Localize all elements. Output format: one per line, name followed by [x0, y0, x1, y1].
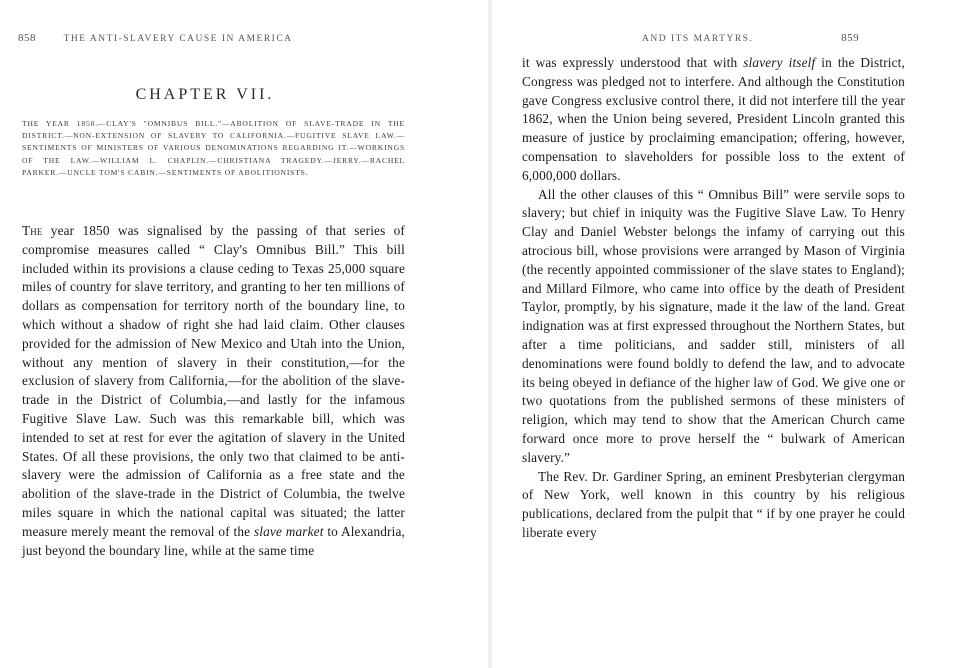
left-page-number: 858 [18, 32, 36, 44]
left-body-paragraph [22, 222, 405, 560]
para1-italic: slavery itself [743, 55, 816, 70]
para1-end: in the District, Congress was pledged not to interfere. And although the Constitution gave Congress exclusive control there, it did not interfere till the year 1862, when the Union being severed, President Lincoln granted this measure of justice by proclaiming emancipation; offering, however, compensation to slaveholders for possible loss to the extent of 6,000,000 dollars. [522, 55, 905, 183]
left-running-title: THE ANTI-SLAVERY CAUSE IN AMERICA [63, 34, 293, 44]
chapter-synopsis: THE YEAR 1850.—CLAY'S "OMNIBUS BILL."—ABOLITION OF SLAVE-TRADE IN THE DISTRICT.—NON-EXTENSION OF SLAVERY TO CALIFORNIA.—FUGITIVE SLAVE LAW.—SENTIMENTS OF MINISTERS OF VARIOUS DENOMINATIONS REGARDING IT.—WORKINGS OF THE LAW.—WILLIAM L. CHAPLIN.—CHRISTIANA TRAGEDY.—JERRY.—RACHEL PARKER.—UNCLE TOM'S CABIN.—SENTIMENTS OF ABOLITIONISTS. [22, 119, 405, 177]
right-paragraph-1 [522, 54, 905, 186]
right-paragraph-2: All the other clauses of this “ Omnibus Bill” were servile sops to slavery; but chief in iniquity was the Fugitive Slave Law. To Henry Clay and Daniel Webster belongs the infamy of carrying out this atrocious bill, whose provisions were arranged by Mason of Virginia (the recently appointed commissioner of the slave states to England); and Millard Filmore, who came into office by the death of President Taylor, promptly, by his signature, made it the law of the land. Great indignation was at first expressed throughout the Northern States, but after a time politicians, and sadder still, ministers of all denominations were found boldly to defend the law, and to advocate its being obeyed in defiance of the higher law of God. We give one or two quotations from the published sermons of these ministers of religion, which may tend to show that the American Church came forward once more to prove herself the “ bulwark of American slavery.” [522, 186, 905, 465]
right-page-number: 859 [841, 32, 860, 44]
right-running-title: AND ITS MARTYRS. [642, 34, 754, 44]
left-body-text: year 1850 was signalised by the passing of that series of compromise measures called “ Clay's Omnibus Bill.” This bill included within its provisions a clause ceding to Texas 25,000 square miles of country for slave territory, and granting to her ten millions of dollars as compensation for territory north of the boundary line, to which without a shadow of right she had laid claim. Other clauses provided for the admission of New Mexico and Utah into the Union, without any mention of slavery in their constitution,—for the exclusion of slavery from California,—for the abolition of the slave-trade in the District of Columbia,—and lastly for the infamous Fugitive Slave Law. Such was this remarkable bill, which was intended to set at rest for ever the agitation of slavery in the United States. Of all these provisions, the only two that claimed to be anti-slavery were the admission of California as a free state and the abolition of the slave-trade in the District of Columbia, the twelve miles square in which the national capital was situated; the latter measure merely meant the removal of the [22, 223, 405, 539]
left-body [22, 222, 405, 560]
right-running-head [642, 32, 859, 44]
left-body-end: to Alexandria, just beyond the boundary line, while at the same time [22, 523, 406, 558]
left-running-head [18, 32, 293, 44]
para1-start: it was expressly understood that with [522, 55, 744, 70]
right-paragraph-3: The Rev. Dr. Gardiner Spring, an eminent Presbyterian clergyman of New York, well known in this country by his religious publications, declared from the pulpit that “ if by one prayer he could liberate every [522, 468, 905, 540]
body-lead-word: The [22, 223, 43, 238]
left-body-italic: slave market [253, 523, 324, 539]
right-body [522, 54, 905, 543]
chapter-title: CHAPTER VII. [135, 86, 275, 103]
